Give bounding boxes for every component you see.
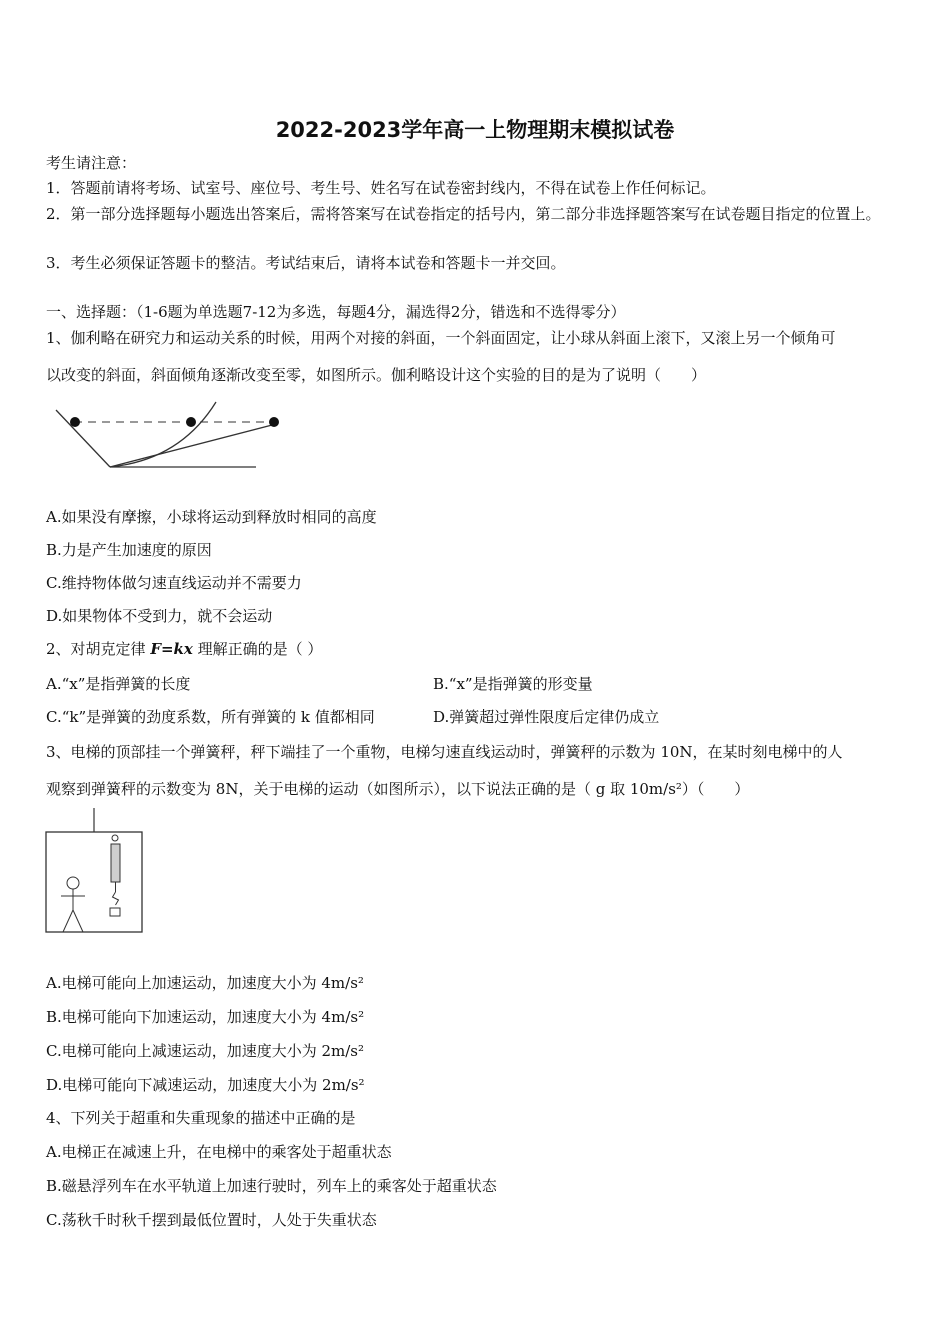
q2-option-d: D.弹簧超过弹性限度后定律仍成立 xyxy=(433,708,660,726)
elevator-car xyxy=(46,832,142,932)
spring-scale xyxy=(111,844,120,882)
q2-stem xyxy=(46,638,322,659)
scale-hook-top xyxy=(112,835,118,841)
q3-option-c: C.电梯可能向上减速运动，加速度大小为 2m/s² xyxy=(46,1042,365,1060)
weight-block xyxy=(110,908,120,916)
ball-start xyxy=(70,417,80,427)
q2-stem-pre: 2、对胡克定律 xyxy=(46,640,151,658)
q3-stem-line2: 观察到弹簧秤的示数变为 8N，关于电梯的运动（如图所示），以下说法正确的是（ g 取 10m/s²）（ ） xyxy=(46,780,750,798)
notice-item-3: 3．考生必须保证答题卡的整洁。考试结束后，请将本试卷和答题卡一并交回。 xyxy=(46,254,566,272)
elevator-diagram xyxy=(44,808,146,938)
page-title: 2022-2023学年高一上物理期末模拟试卷 xyxy=(275,118,675,142)
ball-middle xyxy=(186,417,196,427)
q1-option-c: C.维持物体做匀速直线运动并不需要力 xyxy=(46,574,302,592)
notice-item-1: 1．答题前请将考场、试室号、座位号、考生号、姓名写在试卷密封线内，不得在试卷上作任何标记。 xyxy=(46,179,716,197)
q3-stem-line1: 3、电梯的顶部挂一个弹簧秤，秤下端挂了一个重物，电梯匀速直线运动时，弹簧秤的示数为 10N，在某时刻电梯中的人 xyxy=(46,743,843,761)
q3-option-b: B.电梯可能向下加速运动，加速度大小为 4m/s² xyxy=(46,1008,365,1026)
q4-option-b: B.磁悬浮列车在水平轨道上加速行驶时，列车上的乘客处于超重状态 xyxy=(46,1177,497,1195)
person-left-leg xyxy=(63,910,73,932)
q1-stem-line2: 以改变的斜面，斜面倾角逐渐改变至零，如图所示。伽利略设计这个实验的目的是为了说明（ ） xyxy=(46,366,707,384)
q4-option-a: A.电梯正在减速上升，在电梯中的乘客处于超重状态 xyxy=(46,1143,392,1161)
section-heading: 一、选择题：（1-6题为单选题7-12为多选，每题4分，漏选得2分，错选和不选得零分） xyxy=(46,303,626,321)
notice-heading: 考生请注意： xyxy=(46,154,137,172)
q1-option-b: B.力是产生加速度的原因 xyxy=(46,541,212,559)
ball-end xyxy=(269,417,279,427)
q2-option-b: B.“x”是指弹簧的形变量 xyxy=(433,675,593,693)
hooke-formula: F=kx xyxy=(150,640,193,658)
q1-option-a: A.如果没有摩擦，小球将运动到释放时相同的高度 xyxy=(46,508,377,526)
incline-diagram xyxy=(50,400,290,475)
fixed-incline xyxy=(56,410,110,467)
q4-stem: 4、下列关于超重和失重现象的描述中正确的是 xyxy=(46,1109,356,1127)
person-right-leg xyxy=(73,910,83,932)
person-head xyxy=(67,877,79,889)
q3-option-a: A.电梯可能向上加速运动，加速度大小为 4m/s² xyxy=(46,974,364,992)
notice-item-2: 2．第一部分选择题每小题选出答案后，需将答案写在试卷指定的括号内，第二部分非选择题答案写在试卷题目指定的位置上。 xyxy=(46,205,881,223)
q3-option-d: D.电梯可能向下减速运动，加速度大小为 2m/s² xyxy=(46,1076,365,1094)
q4-option-c: C.荡秋千时秋千摆到最低位置时，人处于失重状态 xyxy=(46,1211,377,1229)
q2-stem-post: 理解正确的是（ ） xyxy=(192,640,323,658)
curved-incline xyxy=(110,402,216,467)
q2-option-c: C.“k”是弹簧的劲度系数，所有弹簧的 k 值都相同 xyxy=(46,708,375,726)
q1-option-d: D.如果物体不受到力，就不会运动 xyxy=(46,607,273,625)
q2-option-a: A.“x”是指弹簧的长度 xyxy=(46,675,191,693)
scale-hook xyxy=(113,892,119,905)
q1-stem-line1: 1、伽利略在研究力和运动关系的时候，用两个对接的斜面，一个斜面固定，让小球从斜面上滚下，又滚上另一个倾角可 xyxy=(46,329,836,347)
